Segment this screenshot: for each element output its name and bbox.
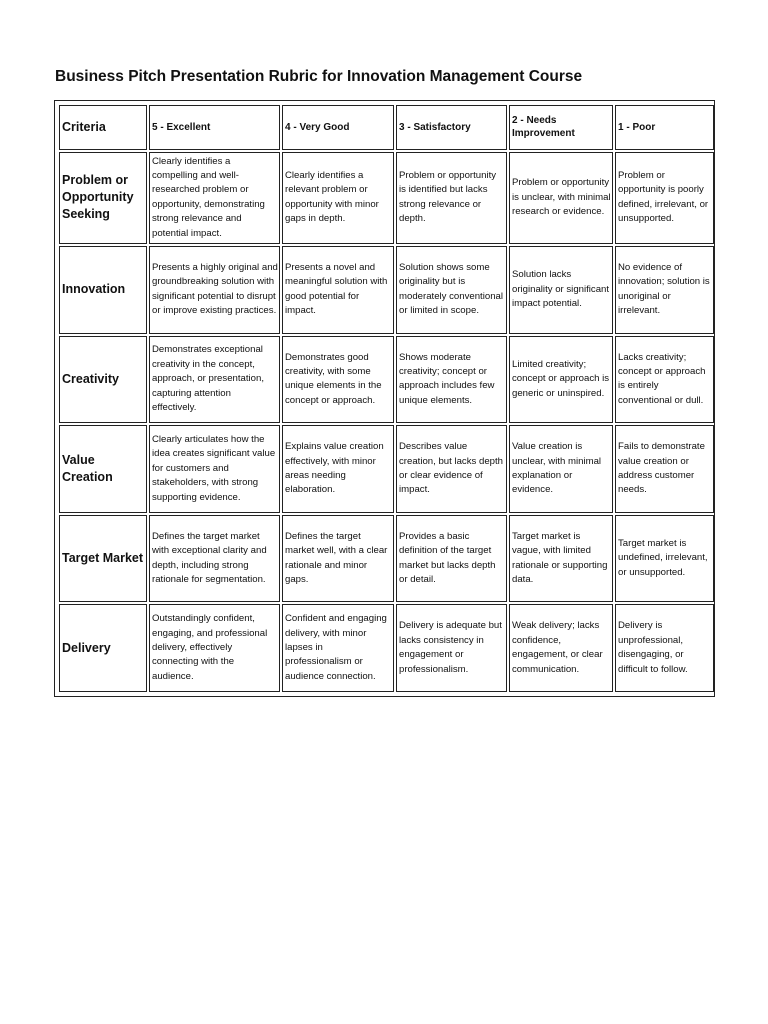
table-cell: Limited creativity; concept or approach is generic or uninspired. (509, 336, 613, 424)
document-title: Business Pitch Presentation Rubric for Innovation Management Course (55, 68, 583, 85)
table-row (59, 152, 714, 244)
table-cell: Confident and engaging delivery, with minor lapses in professionalism or audience connection. (282, 604, 394, 692)
rubric-table-frame (54, 100, 715, 697)
table-cell: Fails to demonstrate value creation or address customer needs. (615, 425, 714, 513)
header-score-4: 4 - Very Good (282, 105, 394, 150)
table-cell: Shows moderate creativity; concept or approach includes few unique elements. (396, 336, 507, 424)
table-row (59, 246, 714, 334)
table-cell: Lacks creativity; concept or approach is entirely conventional or dull. (615, 336, 714, 424)
table-cell: Problem or opportunity is poorly defined, irrelevant, or unsupported. (615, 152, 714, 244)
table-row (59, 515, 714, 603)
header-score-1: 1 - Poor (615, 105, 714, 150)
table-cell: Defines the target market well, with a clear rationale and minor gaps. (282, 515, 394, 603)
header-score-2: 2 - Needs Improvement (509, 105, 613, 150)
criterion-label: Problem or Opportunity Seeking (59, 152, 147, 244)
table-cell: Target market is undefined, irrelevant, or unsupported. (615, 515, 714, 603)
table-cell: Clearly identifies a compelling and well-researched problem or opportunity, demonstrating strong relevance and potential impact. (149, 152, 280, 244)
table-cell: No evidence of innovation; solution is unoriginal or irrelevant. (615, 246, 714, 334)
criterion-label: Delivery (59, 604, 147, 692)
table-cell: Describes value creation, but lacks depth or clear evidence of impact. (396, 425, 507, 513)
table-cell: Solution lacks originality or significant impact potential. (509, 246, 613, 334)
table-row (59, 336, 714, 424)
table-cell: Solution shows some originality but is moderately conventional or limited in scope. (396, 246, 507, 334)
table-cell: Explains value creation effectively, with minor areas needing elaboration. (282, 425, 394, 513)
table-row (59, 425, 714, 513)
table-cell: Defines the target market with exceptional clarity and depth, including strong rationale for segmentation. (149, 515, 280, 603)
table-cell: Demonstrates exceptional creativity in the concept, approach, or presentation, capturing attention effectively. (149, 336, 280, 424)
table-cell: Problem or opportunity is identified but lacks strong relevance or depth. (396, 152, 507, 244)
table-cell: Weak delivery; lacks confidence, engagement, or clear communication. (509, 604, 613, 692)
table-cell: Value creation is unclear, with minimal explanation or evidence. (509, 425, 613, 513)
header-score-3: 3 - Satisfactory (396, 105, 507, 150)
criterion-label: Value Creation (59, 425, 147, 513)
table-cell: Demonstrates good creativity, with some unique elements in the concept or approach. (282, 336, 394, 424)
table-cell: Delivery is unprofessional, disengaging, or difficult to follow. (615, 604, 714, 692)
table-cell: Clearly articulates how the idea creates significant value for customers and stakeholders, with strong supporting evidence. (149, 425, 280, 513)
criterion-label: Creativity (59, 336, 147, 424)
table-cell: Clearly identifies a relevant problem or opportunity with minor gaps in depth. (282, 152, 394, 244)
rubric-table (57, 103, 716, 694)
table-cell: Presents a highly original and groundbreaking solution with significant potential to disrupt or improve existing practices. (149, 246, 280, 334)
criterion-label: Target Market (59, 515, 147, 603)
table-cell: Delivery is adequate but lacks consistency in engagement or professionalism. (396, 604, 507, 692)
table-cell: Outstandingly confident, engaging, and professional delivery, effectively connecting with the audience. (149, 604, 280, 692)
table-cell: Target market is vague, with limited rationale or supporting data. (509, 515, 613, 603)
table-row (59, 604, 714, 692)
table-header-row (59, 105, 714, 150)
header-score-5: 5 - Excellent (149, 105, 280, 150)
criterion-label: Innovation (59, 246, 147, 334)
header-criteria: Criteria (59, 105, 147, 150)
table-cell: Provides a basic definition of the target market but lacks depth or detail. (396, 515, 507, 603)
table-cell: Presents a novel and meaningful solution with good potential for impact. (282, 246, 394, 334)
table-cell: Problem or opportunity is unclear, with minimal research or evidence. (509, 152, 613, 244)
